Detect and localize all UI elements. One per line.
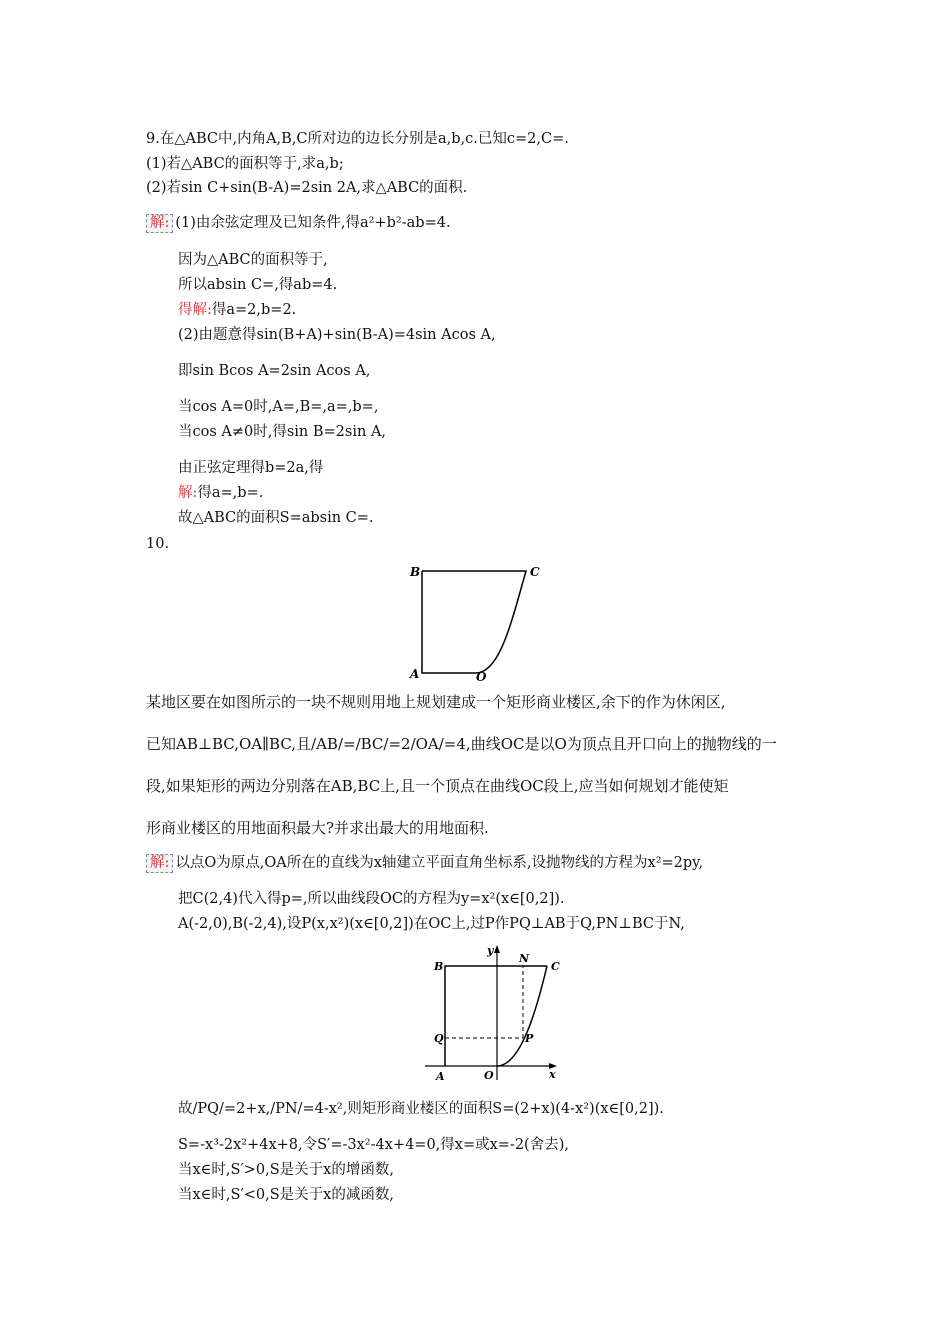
q10-step-5: 当x∈时,S′>0,S是关于x的增函数, bbox=[178, 1162, 394, 1178]
figure-2-coordinate-plot bbox=[425, 940, 565, 1085]
q9-step-3-text: 得a=2,b=2. bbox=[211, 302, 297, 318]
q9-part2: (2)若sin C+sin(B-A)=2sin 2A,求△ABC的面积. bbox=[146, 180, 468, 196]
solution-label: 解: bbox=[146, 214, 173, 233]
q9-title: 9.在△ABC中,内角A,B,C所对边的边长分别是a,b,c.已知c=2,C=. bbox=[146, 131, 569, 147]
q10-problem-line-4: 形商业楼区的用地面积最大?并求出最大的用地面积. bbox=[146, 819, 489, 837]
solution-label: 解: bbox=[178, 485, 198, 501]
q10-solution-first-line bbox=[146, 853, 703, 873]
fig1-label-b: B bbox=[410, 565, 421, 579]
q10-step-1: 把C(2,4)代入得p=,所以曲线段OC的方程为y=x²(x∈[0,2]). bbox=[178, 891, 565, 907]
q9-solution-first-line bbox=[146, 213, 451, 233]
fig1-label-o: O bbox=[476, 670, 487, 684]
fig2-label-q: Q bbox=[434, 1032, 444, 1045]
q10-problem-line-3: 段,如果矩形的两边分别落在AB,BC上,且一个顶点在曲线OC段上,应当如何规划才能使矩 bbox=[146, 777, 729, 795]
q9-step-8: 由正弦定理得b=2a,得 bbox=[178, 460, 324, 476]
fig2-label-x: x bbox=[549, 1068, 556, 1081]
q10-problem-line-2: 已知AB⊥BC,OA∥BC,且/AB/=/BC/=2/OA/=4,曲线OC是以O为顶点且开口向上的抛物线的一 bbox=[146, 735, 777, 753]
q9-step-1: 因为△ABC的面积等于, bbox=[178, 252, 328, 268]
fig2-label-c: C bbox=[551, 960, 560, 973]
q9-step-10: 故△ABC的面积S=absin C=. bbox=[178, 510, 374, 526]
q9-step-7: 当cos A≠0时,得sin B=2sin A, bbox=[178, 424, 387, 440]
q10-step-4: S=-x³-2x²+4x+8,令S′=-3x²-4x+4=0,得x=或x=-2(舍去), bbox=[178, 1137, 569, 1153]
fig2-label-y: y bbox=[487, 944, 494, 957]
q9-part1: (1)若△ABC的面积等于,求a,b; bbox=[146, 156, 344, 172]
q9-step-4: (2)由题意得sin(B+A)+sin(B-A)=4sin Acos A, bbox=[178, 327, 496, 343]
fig2-label-o: O bbox=[484, 1069, 494, 1082]
q9-solution-text: (1)由余弦定理及已知条件,得a²+b²-ab=4. bbox=[175, 215, 451, 231]
fig1-label-c: C bbox=[530, 565, 540, 579]
q10-solution-text: 以点O为原点,OA所在的直线为x轴建立平面直角坐标系,设抛物线的方程为x²=2py, bbox=[175, 855, 704, 871]
solution-label: 得解: bbox=[178, 302, 212, 318]
q10-step-3: 故/PQ/=2+x,/PN/=4-x²,则矩形商业楼区的面积S=(2+x)(4-x²)(x∈[0,2]). bbox=[178, 1101, 664, 1117]
solution-label: 解: bbox=[146, 854, 173, 873]
fig2-label-a: A bbox=[436, 1070, 445, 1083]
q9-step-6: 当cos A=0时,A=,B=,a=,b=, bbox=[178, 399, 379, 415]
q10-number: 10. bbox=[146, 536, 170, 552]
q9-step-3 bbox=[178, 300, 296, 320]
fig2-label-p: P bbox=[525, 1032, 534, 1045]
fig1-label-a: A bbox=[410, 667, 420, 681]
q9-step-5: 即sin Bcos A=2sin Acos A, bbox=[178, 363, 371, 379]
q10-step-2: A(-2,0),B(-2,4),设P(x,x²)(x∈[0,2])在OC上,过P作PQ⊥AB于Q,PN⊥BC于N, bbox=[178, 916, 685, 932]
q10-problem-line-1: 某地区要在如图所示的一块不规则用地上规划建成一个矩形商业楼区,余下的作为休闲区, bbox=[146, 693, 726, 711]
fig2-label-b: B bbox=[434, 960, 444, 973]
figure-1-region bbox=[400, 560, 560, 685]
q9-step-9-text: 得a=,b=. bbox=[197, 485, 264, 501]
q9-step-9 bbox=[178, 483, 263, 503]
fig2-label-n: N bbox=[519, 952, 530, 965]
q10-step-6: 当x∈时,S′<0,S是关于x的减函数, bbox=[178, 1187, 394, 1203]
q9-step-2: 所以absin C=,得ab=4. bbox=[178, 277, 338, 293]
